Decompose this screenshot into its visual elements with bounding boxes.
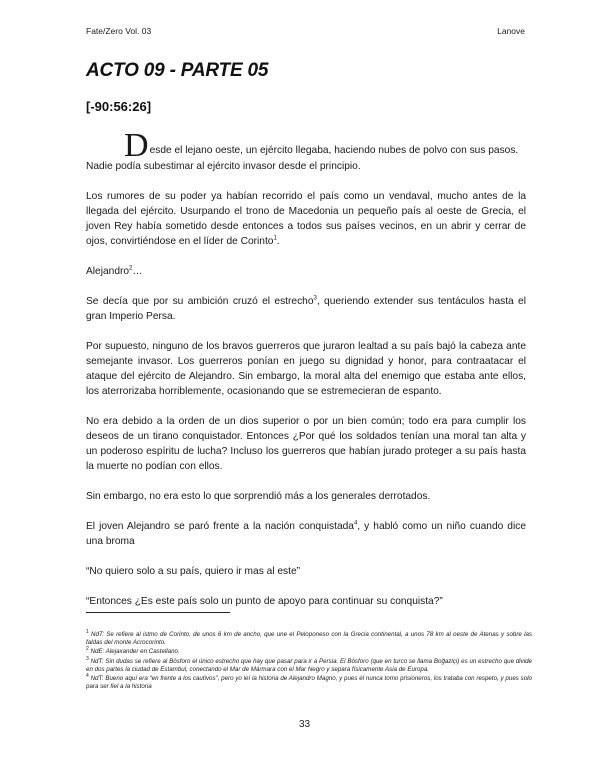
- footnotes: [86, 628, 532, 692]
- paragraph-9: “No quiero solo a su país, quiero ir mas al este”: [86, 566, 301, 577]
- footnote-1: [86, 628, 532, 647]
- footnote-separator: [86, 612, 230, 613]
- paragraph-4: [86, 294, 526, 324]
- footnote-3: [86, 655, 532, 674]
- footnote-ref-4[interactable]: 4: [353, 520, 358, 527]
- footnote-4: [86, 672, 532, 691]
- footnote-2-text: NdE: Alejaxander en Castellano.: [88, 648, 180, 656]
- footnote-2-number: 2: [86, 646, 89, 653]
- paragraph-10: “Entonces ¿Es este país solo un punto de apoyo para continuar su conquista?”: [86, 596, 443, 607]
- header-publisher: Lanove: [497, 26, 525, 36]
- paragraph-3-text: Alejandro: [86, 266, 130, 277]
- footnote-3-text: NdT: Sin dudas se refiere al Bósforo el único estrecho que hay que pasar para ir a Persia. El Bósforo (que en turco se llama Boğaziçi) es un estrecho que divide en dos partes la ciudad de Estambul, conectando el Mar de Mármara con el Mar Negro y separa físicamente Asia de Europa.: [86, 657, 532, 673]
- paragraph-2-end: .: [276, 236, 280, 247]
- paragraph-8-text: El joven Alejandro se paró frente a la nación conquistada: [86, 521, 354, 532]
- paragraph-6: No era debido a la orden de un dios superior o por un bien común; todo era para cumplir los deseos de un tirano conquistador. Entonces ¿Por qué los soldados tenían una moral tan alta y un poderoso espíritu de lucha? Incluso los guerreros que habían jurado proteger a su país hasta la muerte no podían con ellos.: [86, 416, 526, 472]
- paragraph-8: [86, 519, 526, 549]
- footnote-2: [86, 648, 532, 656]
- footnote-4-text: NdT: Bueno aquí era “en frente a los cautivos”, pero yo leí la historia de Alejandro Magno, y pues él nunca tomo prisioneros, los trataba con respeto, y pues solo para ser fiel a la historia: [86, 675, 532, 691]
- paragraph-3-end: …: [132, 266, 143, 277]
- footnote-ref-1[interactable]: 1: [273, 235, 277, 242]
- chapter-title: ACTO 09 - PARTE 05: [86, 60, 269, 81]
- footnote-1-text: NdT: Se refiere al istmo de Corinto, de unos 6 km de ancho, que une el Peloponeso con la Grecia continental, a unos 78 km al oeste de Atenas y sobre las faldas del monte Acrocorinto.: [86, 631, 532, 647]
- chapter-timestamp: [-90:56:26]: [86, 99, 152, 114]
- paragraph-2-text: Los rumores de su poder ya habían recorrido el país como un vendaval, mucho antes de la llegada del ejército. Usurpando el trono de Macedonia un pequeño país al oeste de Grecia, el joven Rey había sometido desde entonces a todos sus países vecinos, en un abrir y cerrar de ojos, convirtiéndose en el líder de Corinto: [86, 191, 526, 247]
- paragraph-5: Por supuesto, ninguno de los bravos guerreros que juraron lealtad a su país bajó la cabeza ante semejante invasor. Los guerreros ponían en juego su dignidad y honor, para contraatacar el ataque del ejército de Alejandro. Sin embargo, la moral alta del enemigo que estaba ante ellos, los aterrorizaba horriblemente, ocasionando que se estremecieran de espanto.: [86, 341, 526, 397]
- body-text: [86, 127, 526, 624]
- drop-cap: D: [124, 127, 149, 164]
- footnote-4-number: 4: [86, 672, 89, 679]
- paragraph-4-text: Se decía que por su ambición cruzó el estrecho: [86, 296, 314, 307]
- header-book-title: Fate/Zero Vol. 03: [86, 26, 152, 36]
- paragraph-3: [86, 264, 526, 279]
- paragraph-4-end: , queriendo extender sus tentáculos hasta el gran Imperio Persa.: [86, 296, 526, 322]
- footnote-1-number: 1: [86, 628, 89, 635]
- paragraph-1-line-2: Nadie podía subestimar al ejército invasor desde el principio.: [86, 161, 361, 172]
- paragraph-7: Sin embargo, no era esto lo que sorprendió más a los generales derrotados.: [86, 491, 431, 502]
- paragraph-8-end: , y habló como un niño cuando dice una broma: [86, 521, 526, 547]
- footnote-ref-3[interactable]: 3: [313, 295, 317, 302]
- paragraph-2: [86, 189, 526, 249]
- paragraph-1-line-1: esde el lejano oeste, un ejército llegaba, haciendo nubes de polvo con sus pasos.: [149, 145, 519, 156]
- footnote-3-number: 3: [86, 655, 89, 662]
- footnote-ref-2[interactable]: 2: [129, 265, 133, 272]
- page-number: 33: [298, 719, 311, 730]
- paragraph-1: [86, 127, 526, 174]
